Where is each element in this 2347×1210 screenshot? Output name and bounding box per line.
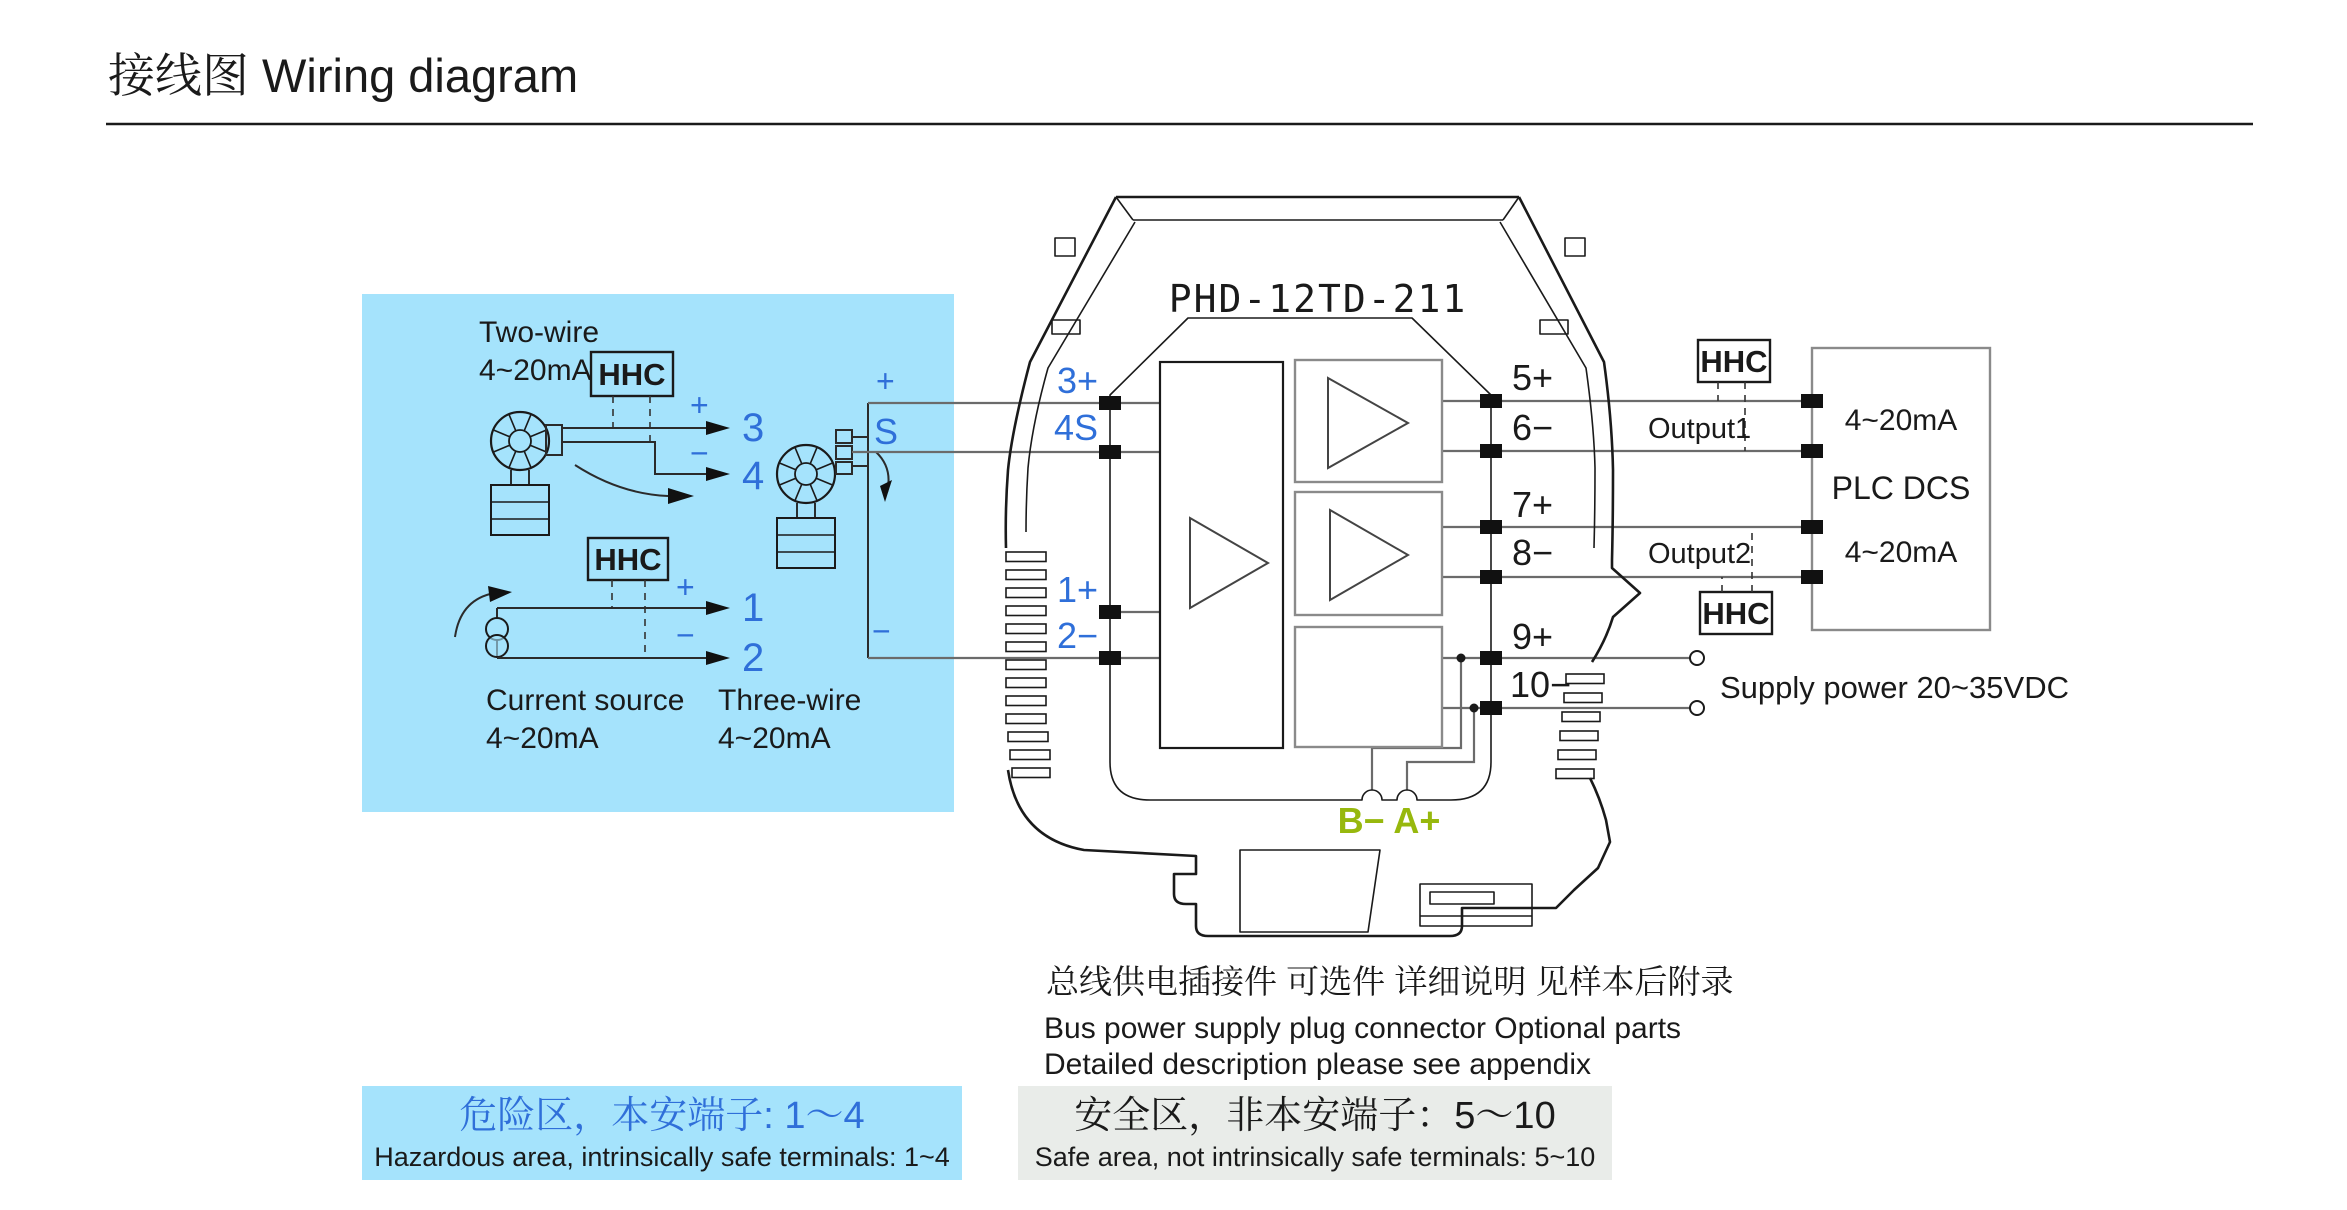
output2-label: Output2 <box>1648 538 1752 570</box>
terminal-ref-1: 1 <box>742 586 765 630</box>
terminal-ref-3: 3 <box>742 406 765 450</box>
amplifier-1 <box>1328 378 1408 468</box>
hazardous-zone-cn: 危险区，本安端子: 1～4 <box>459 1095 865 1137</box>
three-wire-signal: S <box>874 411 899 452</box>
bus-connector-label: B− A+ <box>1337 800 1441 841</box>
isolator-housing <box>1006 197 1640 936</box>
terminal-label-5plus: 5+ <box>1512 357 1554 398</box>
isolation-block <box>1160 362 1283 748</box>
hazardous-zone-box <box>362 1086 962 1180</box>
terminal-label-3plus: 3+ <box>1056 360 1098 401</box>
device-wires <box>852 401 1801 790</box>
terminal-label-7plus: 7+ <box>1512 484 1554 525</box>
terminal-label-9plus: 9+ <box>1512 616 1554 657</box>
two-wire-minus: − <box>690 435 709 471</box>
plc-range-top: 4~20mA <box>1844 404 1958 437</box>
current-source-plus: + <box>676 569 695 605</box>
three-wire-minus: − <box>872 613 891 649</box>
three-wire-plus: + <box>876 363 895 399</box>
output1-block <box>1295 360 1442 482</box>
bus-connector-notes <box>1044 963 1734 1081</box>
din-plug-block <box>1240 850 1380 932</box>
amplifier-2 <box>1330 510 1408 600</box>
hhc-label-3: HHC <box>1700 344 1768 379</box>
note-cn: 总线供电插接件 可选件 详细说明 见样本后附录 <box>1046 963 1734 1000</box>
three-wire-label: Three-wire <box>718 684 862 717</box>
terminal-label-2minus: 2− <box>1056 615 1098 656</box>
terminal-ref-4: 4 <box>742 454 765 498</box>
terminal-label-1plus: 1+ <box>1056 569 1098 610</box>
note-en1: Bus power supply plug connector Optional parts <box>1044 1012 1682 1045</box>
current-source-range: 4~20mA <box>486 722 599 755</box>
two-wire-label: Two-wire <box>479 316 600 349</box>
power-block <box>1295 627 1442 747</box>
fins-left <box>1006 552 1050 778</box>
three-wire-range: 4~20mA <box>718 722 831 755</box>
output1-label: Output1 <box>1648 413 1752 445</box>
terminal-label-6minus: 6− <box>1512 407 1554 448</box>
safe-zone-box <box>1018 1086 1612 1180</box>
housing-vent-right <box>1540 320 1568 334</box>
housing-clip-left <box>1055 238 1075 256</box>
two-wire-plus: + <box>690 387 709 423</box>
hhc-label-1: HHC <box>598 357 666 392</box>
supply-power-label: Supply power 20~35VDC <box>1720 670 2069 705</box>
current-source-minus: − <box>676 617 695 653</box>
safe-zone-en: Safe area, not intrinsically safe terminals: 5~10 <box>1034 1142 1596 1172</box>
plc-dcs-label: PLC DCS <box>1831 470 1971 506</box>
supply-terminal-top <box>1690 651 1704 665</box>
safe-zone-cn: 安全区，非本安端子：5～10 <box>1074 1095 1556 1137</box>
plc-range-bottom: 4~20mA <box>1844 536 1958 569</box>
terminal-label-8minus: 8− <box>1512 532 1554 573</box>
terminal-ref-2: 2 <box>742 636 765 680</box>
hazardous-zone-en: Hazardous area, intrinsically safe terminals: 1~4 <box>374 1142 950 1172</box>
device-model: PHD-12TD-211 <box>1168 277 1468 321</box>
din-latch <box>1420 884 1532 926</box>
current-source-label: Current source <box>486 684 685 717</box>
terminal-label-4s: 4S <box>1053 407 1098 448</box>
page-title: 接线图 Wiring diagram <box>108 49 579 102</box>
output2-block <box>1295 492 1442 615</box>
hhc-label-2: HHC <box>594 542 662 577</box>
hhc-label-4: HHC <box>1702 596 1770 631</box>
housing-clip-right <box>1565 238 1585 256</box>
supply-terminal-bottom <box>1690 701 1704 715</box>
two-wire-range: 4~20mA <box>479 354 592 387</box>
terminal-label-10minus: 10− <box>1510 664 1572 705</box>
note-en2: Detailed description please see appendix <box>1044 1048 1592 1081</box>
